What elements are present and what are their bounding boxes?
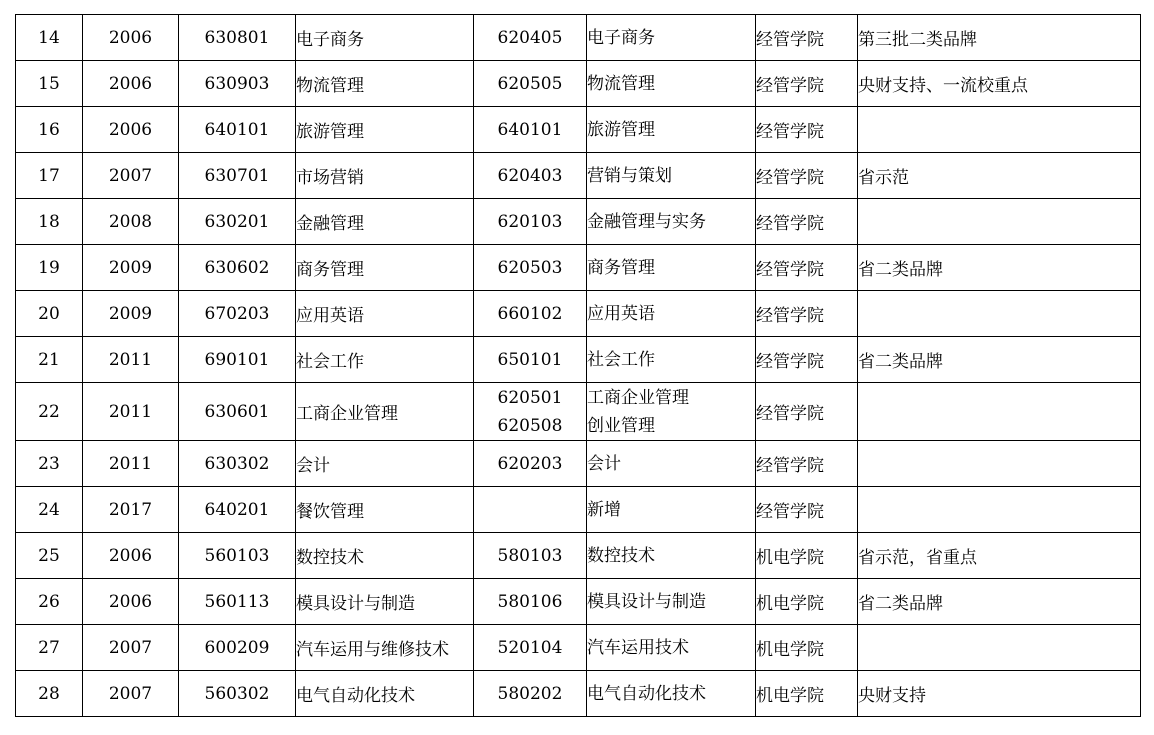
cell-no: 26 [16, 579, 83, 625]
cell-new-name [587, 533, 756, 579]
cell-new-name [587, 15, 756, 61]
cell-note: 第三批二类品牌 [858, 15, 1141, 61]
cell-college: 机电学院 [756, 533, 858, 579]
program-table [15, 14, 1141, 717]
cell-new-name [587, 291, 756, 337]
cell-note: 省示范 [858, 153, 1141, 199]
cell-new-code [474, 199, 587, 245]
cell-college: 经管学院 [756, 383, 858, 441]
cell-new-name [587, 107, 756, 153]
cell-old-name: 应用英语 [296, 291, 474, 337]
cell-no: 27 [16, 625, 83, 671]
cell-year: 2006 [83, 533, 179, 579]
cell-no: 20 [16, 291, 83, 337]
cell-old-code: 630302 [179, 441, 296, 487]
table-row [16, 61, 1141, 107]
table-row [16, 579, 1141, 625]
cell-new-code-line: 620501 [497, 387, 563, 408]
cell-new-name [587, 245, 756, 291]
cell-no: 24 [16, 487, 83, 533]
cell-new-name [587, 61, 756, 107]
cell-old-code: 640201 [179, 487, 296, 533]
cell-college: 经管学院 [756, 153, 858, 199]
cell-new-name [587, 383, 756, 441]
cell-college: 经管学院 [756, 199, 858, 245]
table-row [16, 487, 1141, 533]
cell-new-name-line: 模具设计与制造 [587, 591, 706, 612]
cell-new-code-line: 650101 [497, 349, 563, 370]
cell-note: 省示范，省重点 [858, 533, 1141, 579]
table-row [16, 245, 1141, 291]
cell-new-name-line: 旅游管理 [587, 119, 655, 140]
table-row [16, 291, 1141, 337]
cell-year: 2006 [83, 579, 179, 625]
cell-new-name [587, 441, 756, 487]
cell-new-code [474, 291, 587, 337]
cell-new-code [474, 15, 587, 61]
cell-college: 机电学院 [756, 625, 858, 671]
cell-note [858, 383, 1141, 441]
cell-year: 2007 [83, 625, 179, 671]
table-row [16, 153, 1141, 199]
cell-no: 18 [16, 199, 83, 245]
table-row [16, 199, 1141, 245]
cell-note [858, 487, 1141, 533]
cell-note [858, 625, 1141, 671]
cell-new-name-line: 数控技术 [587, 545, 655, 566]
cell-old-name: 商务管理 [296, 245, 474, 291]
table-row [16, 533, 1141, 579]
cell-old-code: 560302 [179, 671, 296, 717]
table-row [16, 383, 1141, 441]
cell-old-name: 社会工作 [296, 337, 474, 383]
cell-new-code [474, 625, 587, 671]
cell-no: 25 [16, 533, 83, 579]
cell-old-code: 630601 [179, 383, 296, 441]
cell-year: 2006 [83, 107, 179, 153]
cell-new-code-line: 640101 [497, 119, 563, 140]
cell-college: 经管学院 [756, 441, 858, 487]
cell-no: 22 [16, 383, 83, 441]
cell-note [858, 291, 1141, 337]
cell-new-name-line: 物流管理 [587, 73, 655, 94]
cell-college: 经管学院 [756, 15, 858, 61]
cell-new-code [474, 245, 587, 291]
cell-new-code [474, 579, 587, 625]
cell-no: 23 [16, 441, 83, 487]
cell-old-code: 670203 [179, 291, 296, 337]
cell-new-name-line: 电气自动化技术 [587, 683, 706, 704]
cell-new-name-line: 新增 [587, 499, 621, 520]
cell-new-name-line: 营销与策划 [587, 165, 672, 186]
cell-old-name: 电气自动化技术 [296, 671, 474, 717]
cell-new-code-line: 620405 [497, 27, 563, 48]
cell-year: 2008 [83, 199, 179, 245]
cell-old-name: 物流管理 [296, 61, 474, 107]
cell-old-name: 会计 [296, 441, 474, 487]
cell-college: 经管学院 [756, 337, 858, 383]
cell-new-code-line: 620505 [497, 73, 563, 94]
cell-old-name: 电子商务 [296, 15, 474, 61]
cell-college: 机电学院 [756, 671, 858, 717]
table-row [16, 15, 1141, 61]
cell-new-name-line: 应用英语 [587, 303, 655, 324]
cell-new-code-line: 580202 [497, 683, 563, 704]
table-row [16, 107, 1141, 153]
cell-new-code [474, 61, 587, 107]
cell-college: 经管学院 [756, 487, 858, 533]
cell-year: 2007 [83, 153, 179, 199]
cell-new-name-line: 工商企业管理 [587, 387, 689, 408]
cell-year: 2006 [83, 61, 179, 107]
cell-note: 省二类品牌 [858, 337, 1141, 383]
cell-note: 央财支持、一流校重点 [858, 61, 1141, 107]
cell-note: 央财支持 [858, 671, 1141, 717]
cell-new-code-line: 620503 [497, 257, 563, 278]
cell-college: 经管学院 [756, 245, 858, 291]
cell-no: 16 [16, 107, 83, 153]
cell-new-name-line: 汽车运用技术 [587, 637, 689, 658]
cell-year: 2017 [83, 487, 179, 533]
cell-new-code [474, 383, 587, 441]
cell-new-code-line: 620508 [497, 415, 563, 436]
cell-new-code-line: 580103 [497, 545, 563, 566]
cell-new-name [587, 153, 756, 199]
cell-old-code: 560113 [179, 579, 296, 625]
cell-note: 省二类品牌 [858, 579, 1141, 625]
cell-old-code: 640101 [179, 107, 296, 153]
cell-new-code-line: 620103 [497, 211, 563, 232]
cell-new-name [587, 671, 756, 717]
cell-year: 2011 [83, 337, 179, 383]
cell-old-code: 630801 [179, 15, 296, 61]
cell-no: 15 [16, 61, 83, 107]
cell-year: 2007 [83, 671, 179, 717]
cell-new-name-line: 商务管理 [587, 257, 655, 278]
cell-note [858, 107, 1141, 153]
cell-old-code: 630602 [179, 245, 296, 291]
cell-new-name [587, 487, 756, 533]
cell-no: 14 [16, 15, 83, 61]
cell-old-code: 630701 [179, 153, 296, 199]
cell-new-code-line: 620203 [497, 453, 563, 474]
table-row [16, 337, 1141, 383]
cell-new-code [474, 107, 587, 153]
cell-note [858, 199, 1141, 245]
cell-old-code: 630201 [179, 199, 296, 245]
cell-no: 17 [16, 153, 83, 199]
cell-new-name [587, 337, 756, 383]
cell-note [858, 441, 1141, 487]
cell-old-name: 模具设计与制造 [296, 579, 474, 625]
table-body [16, 15, 1141, 717]
table-row [16, 441, 1141, 487]
cell-new-name [587, 199, 756, 245]
cell-year: 2011 [83, 441, 179, 487]
cell-note: 省二类品牌 [858, 245, 1141, 291]
cell-new-code-line: 520104 [497, 637, 563, 658]
cell-new-code [474, 337, 587, 383]
cell-new-name [587, 625, 756, 671]
cell-old-name: 餐饮管理 [296, 487, 474, 533]
table-row [16, 625, 1141, 671]
cell-old-name: 旅游管理 [296, 107, 474, 153]
cell-old-code: 600209 [179, 625, 296, 671]
cell-new-name-line: 创业管理 [587, 415, 655, 436]
cell-year: 2009 [83, 291, 179, 337]
cell-old-name: 金融管理 [296, 199, 474, 245]
cell-year: 2009 [83, 245, 179, 291]
cell-new-code [474, 671, 587, 717]
cell-new-name-line: 电子商务 [587, 27, 655, 48]
cell-new-name-line: 社会工作 [587, 349, 655, 370]
cell-new-code [474, 153, 587, 199]
cell-old-name: 数控技术 [296, 533, 474, 579]
cell-old-name: 工商企业管理 [296, 383, 474, 441]
cell-new-name [587, 579, 756, 625]
cell-new-code [474, 487, 587, 533]
cell-new-code [474, 533, 587, 579]
cell-year: 2011 [83, 383, 179, 441]
cell-new-code-line: 620403 [497, 165, 563, 186]
cell-college: 经管学院 [756, 61, 858, 107]
cell-year: 2006 [83, 15, 179, 61]
cell-new-code [474, 441, 587, 487]
cell-old-code: 690101 [179, 337, 296, 383]
cell-college: 经管学院 [756, 107, 858, 153]
cell-new-name-line: 会计 [587, 453, 621, 474]
cell-old-code: 560103 [179, 533, 296, 579]
cell-new-code-line: 580106 [497, 591, 563, 612]
cell-old-name: 汽车运用与维修技术 [296, 625, 474, 671]
cell-new-name-line: 金融管理与实务 [587, 211, 706, 232]
table-row [16, 671, 1141, 717]
cell-college: 机电学院 [756, 579, 858, 625]
cell-no: 21 [16, 337, 83, 383]
cell-old-name: 市场营销 [296, 153, 474, 199]
cell-new-code-line: 660102 [497, 303, 563, 324]
cell-old-code: 630903 [179, 61, 296, 107]
cell-no: 19 [16, 245, 83, 291]
cell-no: 28 [16, 671, 83, 717]
cell-college: 经管学院 [756, 291, 858, 337]
